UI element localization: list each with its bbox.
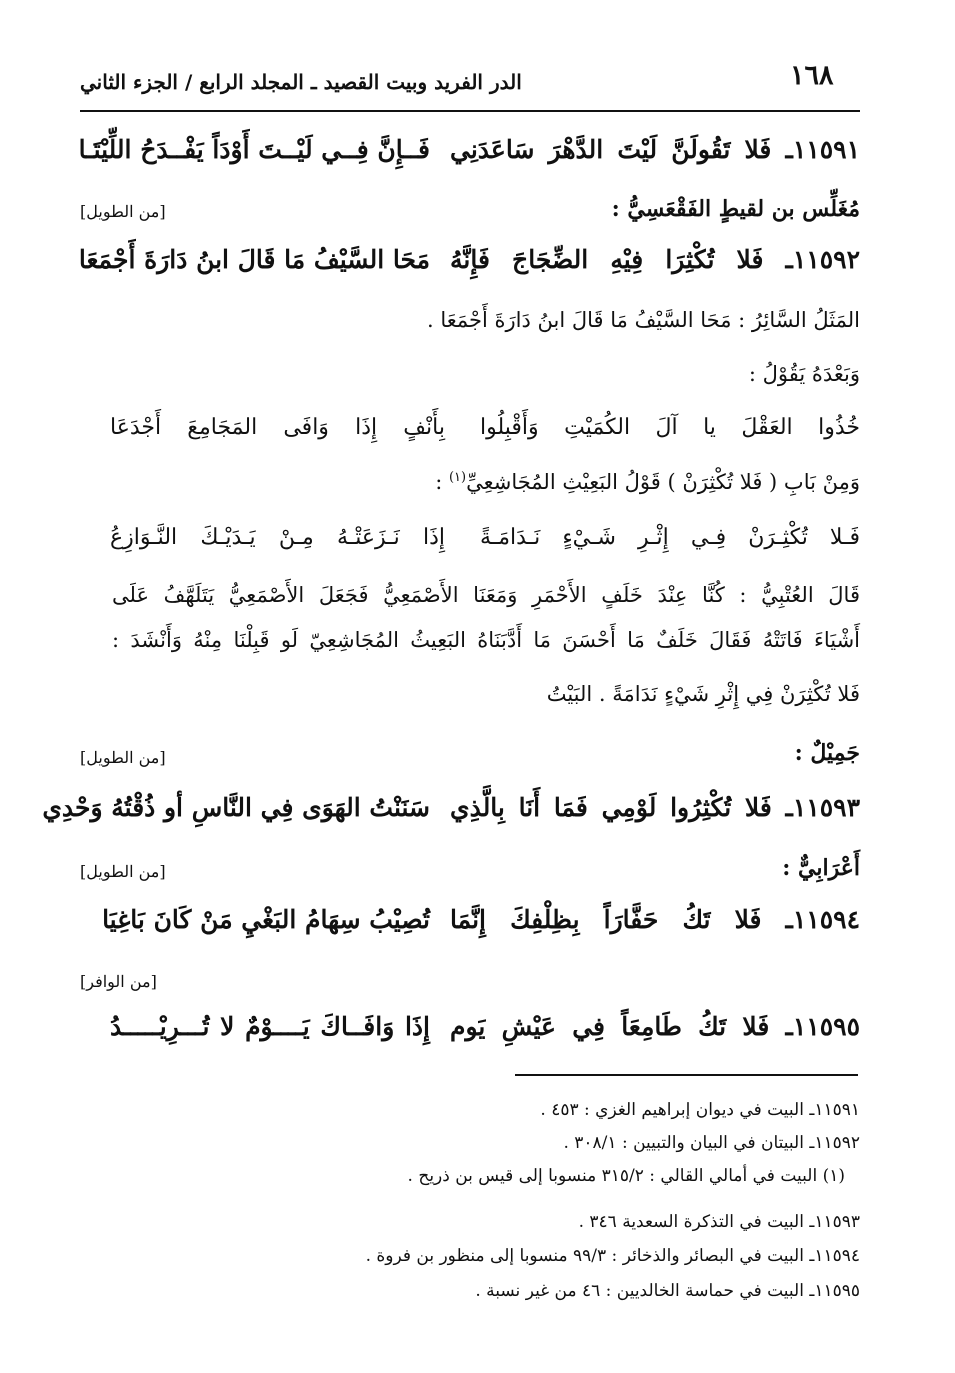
verse-first-hemistich: ١١٥٩٢ـ فَلا تُكْثِرَا فِيْهِ الضِّجَاجَ فَإِنَّهُ — [450, 245, 860, 274]
verse-first-hemistich: ١١٥٩١ـ فَلا تَقُولَنَّ لَيْتَ الدَّهْرَ سَاعَدَنِي — [450, 135, 860, 164]
footnote: ١١٥٩١ـ البيت في ديوان إبراهيم الغزي : ٤٥٣ . — [540, 1100, 860, 1120]
commentary-line: وَبَعْدَهُ يَقُوْلُ : — [748, 362, 860, 386]
verse-first-hemistich: ١١٥٩٥ـ فَلا تَكُ طَامِعَاً فِي عَيْشِ يَوم — [450, 1012, 860, 1041]
footnote-marker: (١) — [448, 470, 467, 485]
verse-second-hemistich: سَنَنْتُ الهَوَى فِي النَّاسِ أو ذُقْتُهُ وَحْدِي — [42, 793, 430, 822]
verse-11593 — [42, 793, 860, 837]
meter-label: [من الطويل] — [80, 202, 166, 221]
verse-second-hemistich: مَحَا السَّيْفُ مَا قَالَ ابنُ دَارَةَ أَجْمَعَا — [78, 245, 430, 274]
page-number: ١٦٨ — [790, 60, 834, 91]
footnote: (١) البيت في أمالي القالي : ٣١٥/٢ منسوبا إلى قيس بن ذريح . — [407, 1166, 845, 1186]
verse-second-hemistich: تُصِيْبُ سِهَامُ البَغْيِ مَنْ كَانَ بَاغِيَا — [102, 905, 430, 934]
commentary-line: المَثَلُ السَّائِرُ : مَحَا السَّيْفُ مَا قَالَ ابنُ دَارَةَ أَجْمَعَا . — [427, 308, 860, 332]
verse-first-hemistich: ١١٥٩٤ـ فَلا تَكُ حَفَّارَاً بِظِلْفِكَ إِنَّمَا — [450, 905, 860, 934]
commentary-verse — [110, 525, 860, 565]
commentary-line — [435, 470, 860, 494]
footnote: ١١٥٩٤ـ البيت في البصائر والذخائر : ٩٩/٣ منسوبا إلى منظور بن فروة . — [365, 1246, 860, 1266]
poet-name: جَمِيْلٌ : — [794, 740, 860, 766]
running-header-title: الدر الفريد وبيت القصيد ـ المجلد الرابع / الجزء الثاني — [80, 70, 522, 94]
verse-11595 — [110, 1012, 860, 1056]
meter-label: [من الطويل] — [80, 748, 166, 767]
verse-first-hemistich: خُذُوا العَقْلَ يا آلَ الكُمَيْتِ وَأَقْبِلُوا — [480, 415, 860, 440]
meter-label: [من الطويل] — [80, 862, 166, 881]
verse-second-hemistich: فَــإِنَّ فِــي لَيْــتَ أَوْدَاً يَفْــدَحُ اللِّيْتَـا — [78, 135, 430, 164]
verse-second-hemistich: إِذَا وَافَــاكَ يَــــوْمٌ لا تُـــرِيْـــــدُ — [110, 1012, 430, 1041]
commentary-line: قَالَ العُتْبِيُّ : كُنَّا عِنْدَ خَلَفٍ الأَحْمَرِ وَمَعَنَا الأَصْمَعِيُّ فَجَعَلَ الأَصْمَعِيُّ يَتَلَهَّفُ عَلَى — [112, 583, 860, 607]
meter-label: [من الوافر] — [80, 972, 157, 991]
footnote-rule — [515, 1074, 858, 1076]
commentary-text: وَمِنْ بَابِ ( فَلا تُكْثِرَنْ ) قَوْلُ البَعِيْثِ المُجَاشِعِيِّ — [466, 470, 860, 494]
verse-11592 — [78, 245, 860, 289]
poet-name: مُغَلِّس بن لقيطٍ الفَقْعَسِيُّ : — [611, 196, 860, 222]
verse-11594 — [102, 905, 860, 949]
commentary-line: أَشْيَاءَ فَاتَتْهُ فَقَالَ خَلَفٌ مَا أَحْسَنَ مَا أَدَّبَنَاهُ البَعِيثُ المُجَاشِعِيّ لَو قَبِلْنَا مِنْهُ وَأَنْشَدَ : — [112, 628, 860, 652]
footnote: ١١٥٩٥ـ البيت في حماسة الخالديين : ٤٦ من غير نسبة . — [475, 1281, 860, 1301]
commentary-line: فَلا تُكْثِرَنْ فِي إِثْرِ شَيْءٍ نَدَامَةً . البَيْتُ — [546, 682, 860, 706]
verse-second-hemistich: بِأَنْفٍ إِذَا وَافَى المَجَامِعَ أَجْدَعَا — [110, 415, 445, 440]
verse-first-hemistich: ١١٥٩٣ـ فَلا تُكْثِرُوا لَوْمِي فَمَا أَنَا بِالَّذِي — [450, 793, 860, 822]
footnote: ١١٥٩٢ـ البيتان في البيان والتبيين : ٣٠٨/١ . — [563, 1133, 860, 1153]
poet-name: أَعْرَابِيٌّ : — [782, 855, 860, 881]
commentary-punct: : — [435, 470, 449, 494]
commentary-verse — [110, 415, 860, 455]
verse-second-hemistich: إِذَا نَـزَعَتْـهُ مِـنْ يَـدَيْـكَ النَّـوَازِعُ — [110, 525, 445, 550]
verse-11591 — [78, 135, 860, 179]
header-rule — [80, 110, 860, 112]
footnote: ١١٥٩٣ـ البيت في التذكرة السعدية ٣٤٦ . — [578, 1212, 860, 1232]
verse-first-hemistich: فَـلا تُكْثِـرَنْ فِـي إِثْـرِ شَـيْءٍ نَـدَامَـةً — [480, 525, 860, 550]
